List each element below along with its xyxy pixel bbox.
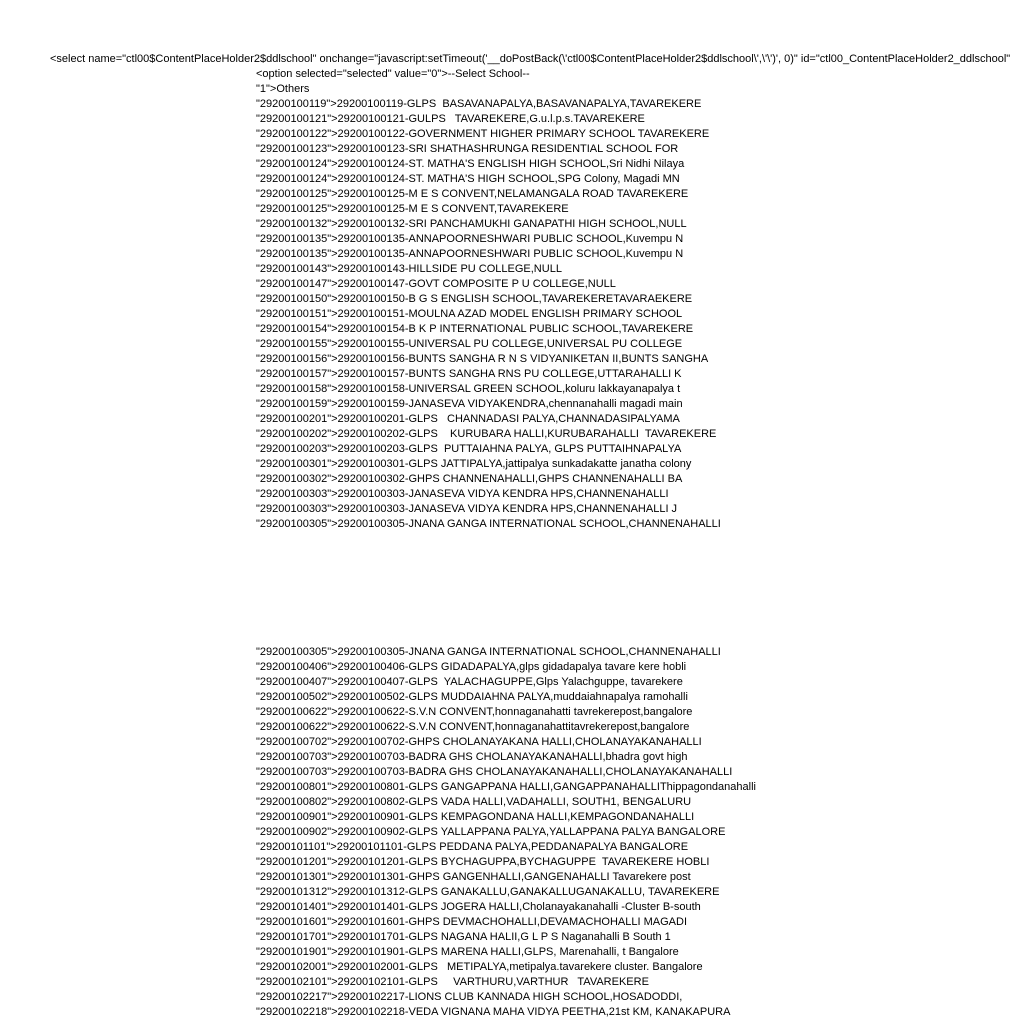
option-line: "29200100147">29200100147-GOVT COMPOSITE P U COLLEGE,NULL (256, 278, 616, 290)
option-line: "29200100406">29200100406-GLPS GIDADAPALYA,glps gidadapalya tavare kere hobli (256, 661, 687, 673)
option-line: "29200100801">29200100801-GLPS GANGAPPANA HALLI,GANGAPPANAHALLIThippagondanahalli (256, 781, 756, 793)
option-line: "29200100702">29200100702-GHPS CHOLANAYAKANA HALLI,CHOLANAYAKANAHALLI (256, 736, 702, 748)
option-line: "29200100150">29200100150-B G S ENGLISH SCHOOL,TAVAREKERETAVARAEKERE (256, 293, 693, 305)
select-tag-line: <select name="ctl00$ContentPlaceHolder2$ddlschool" onchange="javascript:setTimeout('__doPostBack(\'ctl00$ContentPlaceHolder2$ddlschool\',\'\')', 0)" id="ctl00_ContentPlaceHolder2_ddlschool" (50, 53, 1010, 65)
option-line: "29200100202">29200100202-GLPS KURUBARA HALLI,KURUBARAHALLI TAVAREKERE (256, 428, 717, 440)
option-line: "29200100124">29200100124-ST. MATHA'S HIGH SCHOOL,SPG Colony, Magadi MN (256, 173, 680, 185)
option-line: "29200100132">29200100132-SRI PANCHAMUKHI GANAPATHI HIGH SCHOOL,NULL (256, 218, 687, 230)
option-line: "29200102001">29200102001-GLPS METIPALYA,metipalya.tavarekere cluster. Bangalore (256, 961, 703, 973)
option-line: "29200100305">29200100305-JNANA GANGA INTERNATIONAL SCHOOL,CHANNENAHALLI (256, 518, 721, 530)
option-line: "29200100122">29200100122-GOVERNMENT HIGHER PRIMARY SCHOOL TAVAREKERE (256, 128, 710, 140)
option-line: "29200100902">29200100902-GLPS YALLAPPANA PALYA,YALLAPPANA PALYA BANGALORE (256, 826, 726, 838)
option-line: "29200100502">29200100502-GLPS MUDDAIAHNA PALYA,muddaiahnapalya ramohalli (256, 691, 688, 703)
option-line: "29200100303">29200100303-JANASEVA VIDYA KENDRA HPS,CHANNENAHALLI (256, 488, 669, 500)
option-line: "29200100123">29200100123-SRI SHATHASHRUNGA RESIDENTIAL SCHOOL FOR (256, 143, 679, 155)
option-line: "29200101601">29200101601-GHPS DEVMACHOHALLI,DEVAMACHOHALLI MAGADI (256, 916, 688, 928)
option-line: <option selected="selected" value="0">--Select School-- (256, 68, 530, 80)
option-line: "29200100125">29200100125-M E S CONVENT,TAVAREKERE (256, 203, 569, 215)
option-line: "29200100201">29200100201-GLPS CHANNADASI PALYA,CHANNADASIPALYAMA (256, 413, 680, 425)
option-line: "29200100159">29200100159-JANASEVA VIDYAKENDRA,chennanahalli magadi main (256, 398, 683, 410)
option-line: "29200100143">29200100143-HILLSIDE PU COLLEGE,NULL (256, 263, 562, 275)
option-list-block-two (256, 645, 756, 1020)
option-line: "29200100125">29200100125-M E S CONVENT,NELAMANGALA ROAD TAVAREKERE (256, 188, 689, 200)
option-line: "29200100203">29200100203-GLPS PUTTAIAHNA PALYA, GLPS PUTTAIHNAPALYA (256, 443, 682, 455)
option-line: "29200100622">29200100622-S.V.N CONVENT,honnaganahattitavrekerepost,bangalore (256, 721, 690, 733)
option-line: "29200100155">29200100155-UNIVERSAL PU COLLEGE,UNIVERSAL PU COLLEGE (256, 338, 683, 350)
option-line: "29200100158">29200100158-UNIVERSAL GREEN SCHOOL,koluru lakkayanapalya t (256, 383, 681, 395)
option-line: "29200100301">29200100301-GLPS JATTIPALYA,jattipalya sunkadakatte janatha colony (256, 458, 692, 470)
option-line: "29200100121">29200100121-GULPS TAVAREKERE,G.u.l.p.s.TAVAREKERE (256, 113, 645, 125)
option-line: "29200101401">29200101401-GLPS JOGERA HALLI,Cholanayakanahalli -Cluster B-south (256, 901, 701, 913)
option-line: "29200100703">29200100703-BADRA GHS CHOLANAYAKANAHALLI,bhadra govt high (256, 751, 688, 763)
option-line: "29200100407">29200100407-GLPS YALACHAGUPPE,Glps Yalachguppe, tavarekere (256, 676, 683, 688)
option-line: "29200100703">29200100703-BADRA GHS CHOLANAYAKANAHALLI,CHOLANAYAKANAHALLI (256, 766, 733, 778)
option-line: "29200100802">29200100802-GLPS VADA HALLI,VADAHALLI, SOUTH1, BENGALURU (256, 796, 692, 808)
option-line: "29200101701">29200101701-GLPS NAGANA HALII,G L P S Naganahalli B South 1 (256, 931, 671, 943)
option-line: "29200101101">29200101101-GLPS PEDDANA PALYA,PEDDANAPALYA BANGALORE (256, 841, 689, 853)
option-line: "29200102101">29200102101-GLPS VARTHURU,VARTHUR TAVAREKERE (256, 976, 649, 988)
option-line: "29200100151">29200100151-MOULNA AZAD MODEL ENGLISH PRIMARY SCHOOL (256, 308, 683, 320)
option-line: "29200102217">29200102217-LIONS CLUB KANNADA HIGH SCHOOL,HOSADODDI, (256, 991, 683, 1003)
option-line: "29200100156">29200100156-BUNTS SANGHA R N S VIDYANIKETAN II,BUNTS SANGHA (256, 353, 709, 365)
option-line: "29200100154">29200100154-B K P INTERNATIONAL PUBLIC SCHOOL,TAVAREKERE (256, 323, 694, 335)
option-line: "29200101901">29200101901-GLPS MARENA HALLI,GLPS, Marenahalli, t Bangalore (256, 946, 679, 958)
option-list-block-one (256, 67, 721, 532)
option-line: "29200100124">29200100124-ST. MATHA'S ENGLISH HIGH SCHOOL,Sri Nidhi Nilaya (256, 158, 685, 170)
option-line: "29200101201">29200101201-GLPS BYCHAGUPPA,BYCHAGUPPE TAVAREKERE HOBLI (256, 856, 710, 868)
option-line: "29200100901">29200100901-GLPS KEMPAGONDANA HALLI,KEMPAGONDANAHALLI (256, 811, 695, 823)
option-line: "29200100303">29200100303-JANASEVA VIDYA KENDRA HPS,CHANNENAHALLI J (256, 503, 678, 515)
option-line: "29200100622">29200100622-S.V.N CONVENT,honnaganahatti tavrekerepost,bangalore (256, 706, 693, 718)
option-line: "29200101312">29200101312-GLPS GANAKALLU,GANAKALLUGANAKALLU, TAVAREKERE (256, 886, 720, 898)
option-line: "29200100135">29200100135-ANNAPOORNESHWARI PUBLIC SCHOOL,Kuvempu N (256, 233, 684, 245)
option-line: "29200102218">29200102218-VEDA VIGNANA MAHA VIDYA PEETHA,21st KM, KANAKAPURA (256, 1006, 731, 1018)
option-line: "29200100119">29200100119-GLPS BASAVANAPALYA,BASAVANAPALYA,TAVAREKERE (256, 98, 702, 110)
option-line: "29200100135">29200100135-ANNAPOORNESHWARI PUBLIC SCHOOL,Kuvempu N (256, 248, 684, 260)
option-line: "1">Others (256, 83, 310, 95)
option-line: "29200101301">29200101301-GHPS GANGENHALLI,GANGENAHALLI Tavarekere post (256, 871, 691, 883)
option-line: "29200100302">29200100302-GHPS CHANNENAHALLI,GHPS CHANNENAHALLI BA (256, 473, 683, 485)
option-line: "29200100157">29200100157-BUNTS SANGHA RNS PU COLLEGE,UTTARAHALLI K (256, 368, 682, 380)
option-line: "29200100305">29200100305-JNANA GANGA INTERNATIONAL SCHOOL,CHANNENAHALLI (256, 646, 721, 658)
